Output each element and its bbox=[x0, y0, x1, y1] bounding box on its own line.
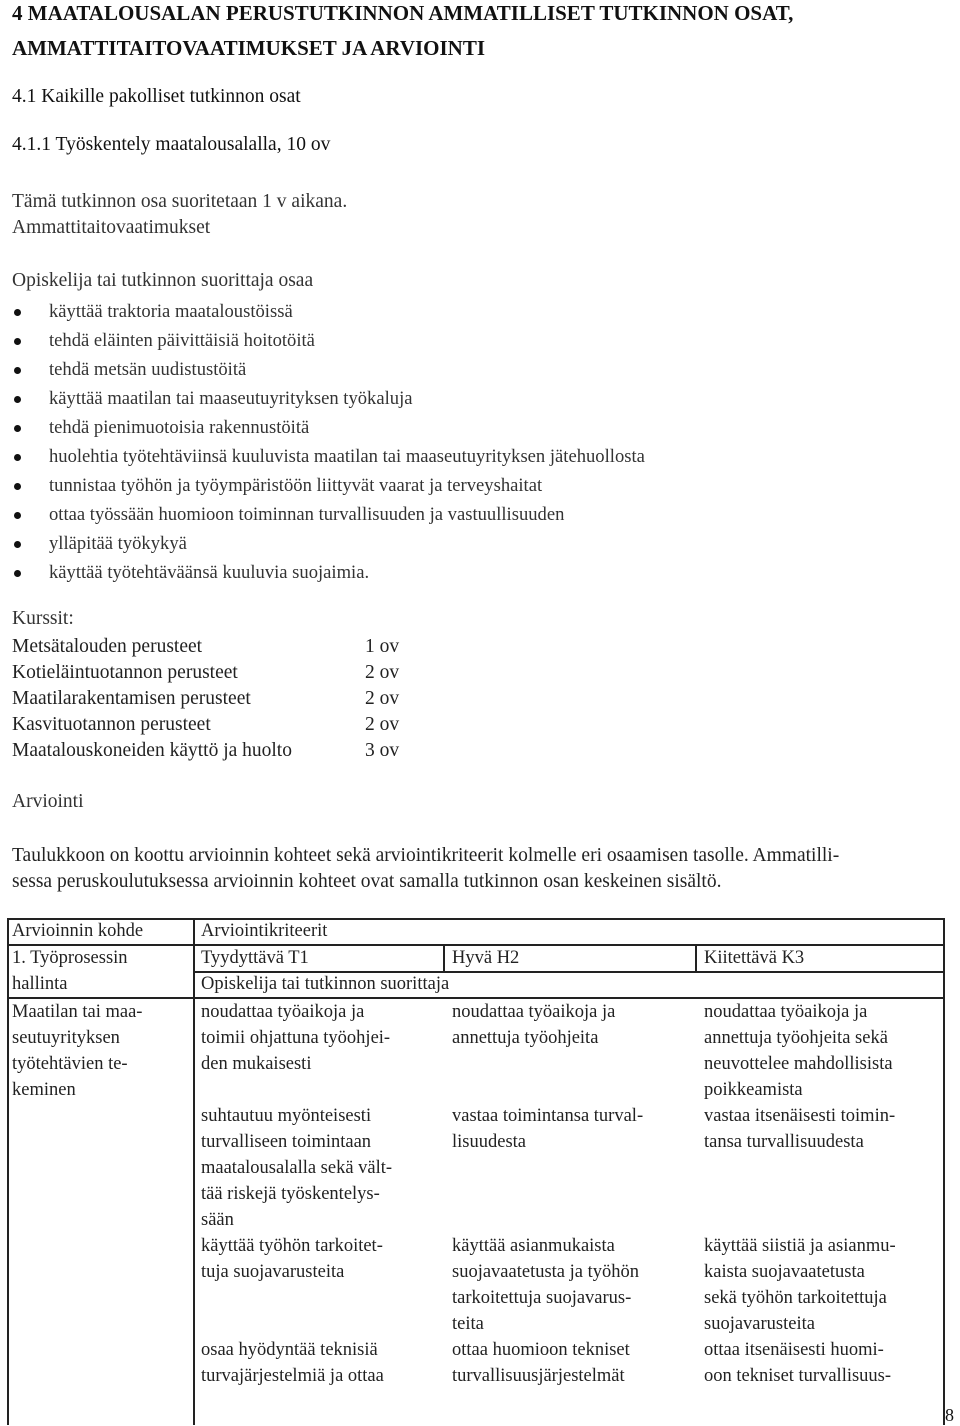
courses-title: Kurssit: bbox=[12, 608, 74, 629]
course-name: Maatilarakentamisen perusteet bbox=[12, 688, 251, 709]
assessment-title: Arviointi bbox=[12, 791, 84, 812]
list-item: tunnistaa työhön ja työympäristöön liittyvät vaarat ja terveyshaitat bbox=[12, 471, 645, 500]
list-item: käyttää traktoria maataloustöissä bbox=[12, 297, 645, 326]
page-number: 8 bbox=[945, 1405, 954, 1425]
subsection-heading: 4.1.1 Työskentely maatalousalalla, 10 ov bbox=[12, 134, 331, 155]
table-cell: ottaa huomioon tekniset turvallisuusjärjestelmät bbox=[452, 1340, 630, 1386]
requirements-list bbox=[12, 297, 645, 587]
list-item: tehdä eläinten päivittäisiä hoitotöitä bbox=[12, 326, 645, 355]
table-cell: suhtautuu myönteisesti turvalliseen toimintaan maatalousalalla sekä vält- tää riskejä työskentelys- sään bbox=[201, 1106, 393, 1230]
level-t1: Tyydyttävä T1 bbox=[201, 948, 309, 968]
table-cell: käyttää työhön tarkoitet- tuja suojavarusteita bbox=[201, 1236, 383, 1282]
list-item: tehdä metsän uudistustöitä bbox=[12, 355, 645, 384]
table-border bbox=[943, 918, 945, 1425]
table-border bbox=[193, 918, 195, 1425]
intro-text: Tämä tutkinnon osa suoritetaan 1 v aikana. bbox=[12, 191, 348, 212]
bullet-icon bbox=[14, 338, 21, 345]
table-cell: käyttää siistiä ja asianmu- kaista suojavaatetusta sekä työhön tarkoitettuja suojavarusteita bbox=[704, 1236, 896, 1334]
course-credits: 2 ov bbox=[365, 662, 400, 683]
table-header-criteria: Arviointikriteerit bbox=[201, 921, 328, 941]
bullet-icon bbox=[14, 483, 21, 490]
chapter-heading-line2: AMMATTITAITOVAATIMUKSET JA ARVIOINTI bbox=[12, 36, 486, 60]
list-item: käyttää maatilan tai maaseutuyrityksen työkaluja bbox=[12, 384, 645, 413]
course-name: Kasvituotannon perusteet bbox=[12, 714, 211, 735]
course-credits: 2 ov bbox=[365, 688, 400, 709]
table-row-target: 1. Työprosessin hallinta bbox=[12, 948, 128, 994]
table-lead: Opiskelija tai tutkinnon suorittaja bbox=[201, 974, 450, 994]
bullet-icon bbox=[14, 541, 21, 548]
list-item: ottaa työssään huomioon toiminnan turvallisuuden ja vastuullisuuden bbox=[12, 500, 645, 529]
level-k3: Kiitettävä K3 bbox=[704, 948, 805, 968]
chapter-heading-line1: 4 MAATALOUSALAN PERUSTUTKINNON AMMATILLISET TUTKINNON OSAT, bbox=[12, 1, 794, 25]
table-cell: vastaa itsenäisesti toimin- tansa turvallisuudesta bbox=[704, 1106, 896, 1152]
assessment-text-line: Taulukkoon on koottu arvioinnin kohteet sekä arviointikriteerit kolmelle eri osaamisen tasolle. Ammatilli- bbox=[12, 845, 840, 866]
list-item: tehdä pienimuotoisia rakennustöitä bbox=[12, 413, 645, 442]
list-item: käyttää työtehtäväänsä kuuluvia suojaimia. bbox=[12, 558, 645, 587]
bullet-icon bbox=[14, 570, 21, 577]
requirements-lead: Opiskelija tai tutkinnon suorittaja osaa bbox=[12, 270, 314, 291]
table-border bbox=[443, 944, 445, 971]
bullet-icon bbox=[14, 367, 21, 374]
table-border bbox=[7, 918, 944, 920]
list-item: huolehtia työtehtäviinsä kuuluvista maatilan tai maaseutuyrityksen jätehuollosta bbox=[12, 442, 645, 471]
table-border bbox=[7, 918, 9, 1425]
bullet-icon bbox=[14, 425, 21, 432]
course-name: Metsätalouden perusteet bbox=[12, 636, 203, 657]
course-name: Maatalouskoneiden käyttö ja huolto bbox=[12, 740, 292, 761]
course-credits: 2 ov bbox=[365, 714, 400, 735]
assessment-text-line: sessa peruskoulutuksessa arvioinnin kohteet ovat samalla tutkinnon osan keskeinen sisältö. bbox=[12, 871, 722, 892]
bullet-icon bbox=[14, 396, 21, 403]
table-cell: noudattaa työaikoja ja toimii ohjattuna työohjei- den mukaisesti bbox=[201, 1002, 391, 1074]
list-item: ylläpitää työkykyä bbox=[12, 529, 645, 558]
table-sub-target: Maatilan tai maa- seutuyrityksen työtehtävien te- keminen bbox=[12, 1002, 143, 1100]
table-cell: osaa hyödyntää teknisiä turvajärjestelmiä ja ottaa bbox=[201, 1340, 384, 1386]
table-cell: noudattaa työaikoja ja annettuja työohjeita bbox=[452, 1002, 616, 1048]
bullet-icon bbox=[14, 512, 21, 519]
course-credits: 1 ov bbox=[365, 636, 400, 657]
requirements-title: Ammattitaitovaatimukset bbox=[12, 217, 211, 238]
course-name: Kotieläintuotannon perusteet bbox=[12, 662, 238, 683]
table-border bbox=[695, 944, 697, 971]
table-cell: vastaa toimintansa turval- lisuudesta bbox=[452, 1106, 644, 1152]
bullet-icon bbox=[14, 454, 21, 461]
level-h2: Hyvä H2 bbox=[452, 948, 520, 968]
assessment-paragraph bbox=[12, 843, 952, 895]
table-cell: käyttää asianmukaista suojavaatetusta ja työhön tarkoitettuja suojavarus- teita bbox=[452, 1236, 640, 1334]
bullet-icon bbox=[14, 309, 21, 316]
course-credits: 3 ov bbox=[365, 740, 400, 761]
section-heading: 4.1 Kaikille pakolliset tutkinnon osat bbox=[12, 86, 301, 107]
table-cell: noudattaa työaikoja ja annettuja työohjeita sekä neuvottelee mahdollisista poikkeamista bbox=[704, 1002, 893, 1100]
table-header-target: Arvioinnin kohde bbox=[12, 921, 144, 941]
table-cell: ottaa itsenäisesti huomi- oon tekniset turvallisuus- bbox=[704, 1340, 892, 1386]
